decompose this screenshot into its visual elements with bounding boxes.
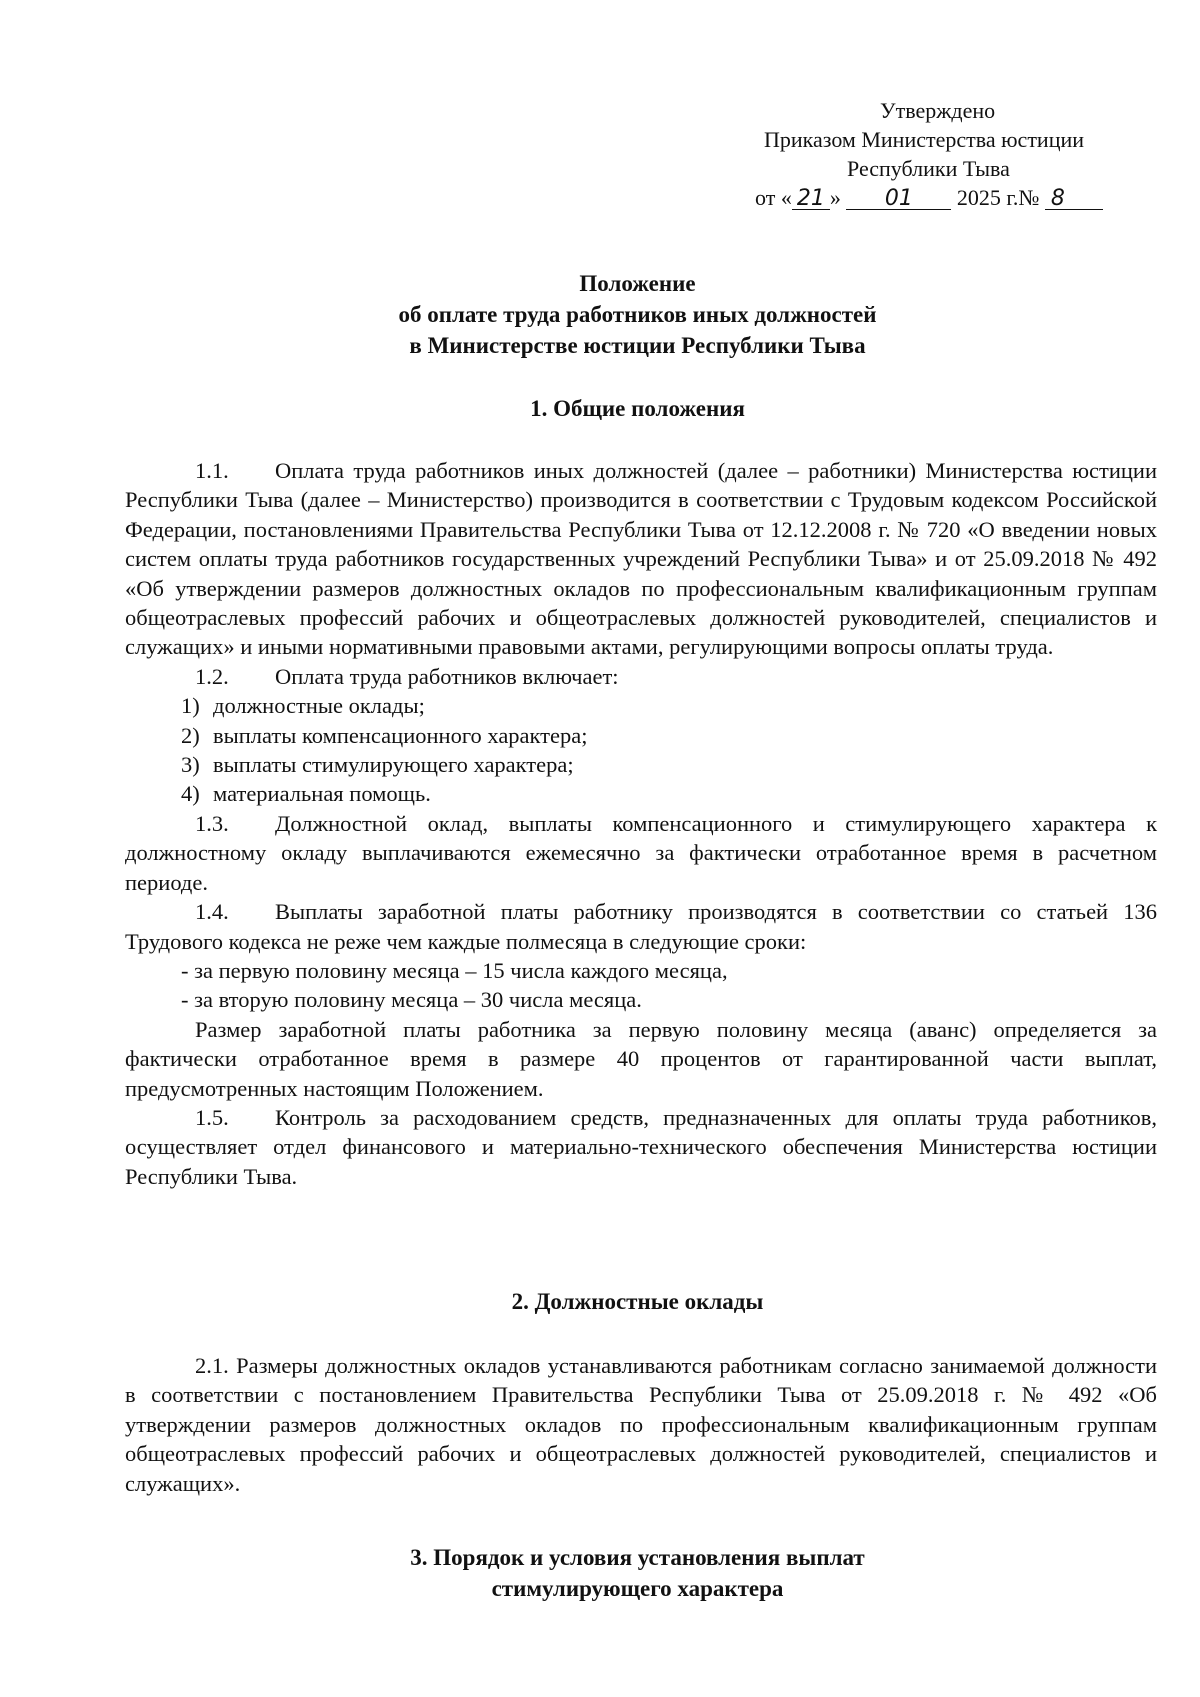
date-prefix: от « [755,185,792,210]
document-title [0,268,1200,361]
paragraph-number: 1.4. [195,899,229,925]
paragraph-1-4 [125,897,1157,956]
paragraph-1-3 [125,809,1157,897]
section-1-heading: 1. Общие положения [530,396,745,421]
paragraph-number: 1.1. [195,458,229,483]
handwritten-month: 01 [846,189,951,210]
paragraph-number: 2.1. [195,1353,229,1378]
list-item: 1) должностные оклады; [181,693,425,719]
list-item: 3) выплаты стимулирующего характера; [181,752,574,778]
paragraph-number: 1.3. [195,810,229,836]
year-text: 2025 г.№ [956,185,1040,210]
paragraph-text: Выплаты заработной платы работнику производятся в соответствии со статьей 136 Трудового кодекса не реже чем каждые полмесяца в следующие сроки: [125,899,1157,954]
section-2-body [125,1351,1157,1498]
title-line-1: Положение [579,271,696,296]
list-item: 4) материальная помощь. [181,781,431,807]
approval-date-line [740,183,1140,212]
paragraph-advance: Размер заработной платы работника за первую половину месяца (аванс) определяется за фактически отработанное время в размере 40 процентов от гарантированной части выплат, предусмотренных настоящим Положением. [125,1016,1157,1101]
paragraph-1-1 [125,456,1157,662]
paragraph-text: Оплата труда работников включает: [275,663,619,689]
paragraph-1-5 [125,1103,1157,1191]
paragraph-number: 1.5. [195,1104,229,1130]
approval-line-2: Приказом Министерства юстиции [764,127,1085,152]
handwritten-day: 21 [792,189,830,210]
paragraph-1-2 [125,662,1157,691]
paragraph-number: 1.2. [195,663,229,689]
dash-item: - за первую половину месяца – 15 числа каждого месяца, [181,957,728,983]
paragraph-2-1 [125,1351,1157,1498]
paragraph-text: Должностной оклад, выплаты компенсационного и стимулирующего характера к должностному окладу выплачиваются ежемесячно за фактически отработанное время в расчетном периоде. [125,810,1157,895]
section-2-heading: 2. Должностные оклады [511,1289,764,1314]
paragraph-text: Контроль за расходованием средств, предназначенных для оплаты труда работников, осуществляет отдел финансового и материально-технического обеспечения Министерства юстиции Республики Тыва. [125,1104,1157,1189]
section-1-body [125,456,1157,1191]
day-suffix: » [829,185,841,210]
section-3-heading-line-2: стимулирующего характера [491,1576,784,1601]
paragraph-text: Оплата труда работников иных должностей (далее – работники) Министерства юстиции Республики Тыва (далее – Министерство) производится в соответствии с Трудовым кодексом Российской Федерации, постановлениями Правительства Республики Тыва от 12.12.2008 г. № 720 «О введении новых систем оплаты труда работников государственных учреждений Республики Тыва» и от 25.09.2018 № 492 «Об утверждении размеров должностных окладов по профессиональным квалификационным группам общеотраслевых профессий рабочих и общеотраслевых должностей руководителей, специалистов и служащих» и иными нормативными правовыми актами, регулирующими вопросы оплаты труда. [125,458,1157,660]
section-3-heading [0,1542,1200,1604]
dash-item: - за вторую половину месяца – 30 числа месяца. [181,987,642,1013]
handwritten-order-number: 8 [1045,189,1103,210]
title-line-3: в Министерстве юстиции Республики Тыва [409,333,866,358]
approval-line-1: Утверждено [880,98,996,123]
title-line-2: об оплате труда работников иных должностей [398,302,877,327]
paragraph-text: Размеры должностных окладов устанавливаются работникам согласно занимаемой должности в соответствии с постановлением Правительства Республики Тыва от 25.09.2018 г. № 492 «Об утверждении размеров должностных окладов по профессиональным квалификационным группам общеотраслевых профессий рабочих и общеотраслевых должностей руководителей, специалистов и служащих». [125,1353,1157,1496]
approval-stamp [740,96,1140,212]
approval-line-3: Республики Тыва [847,156,1010,181]
section-3-heading-line-1: 3. Порядок и условия установления выплат [410,1545,865,1570]
list-item: 2) выплаты компенсационного характера; [181,722,588,748]
